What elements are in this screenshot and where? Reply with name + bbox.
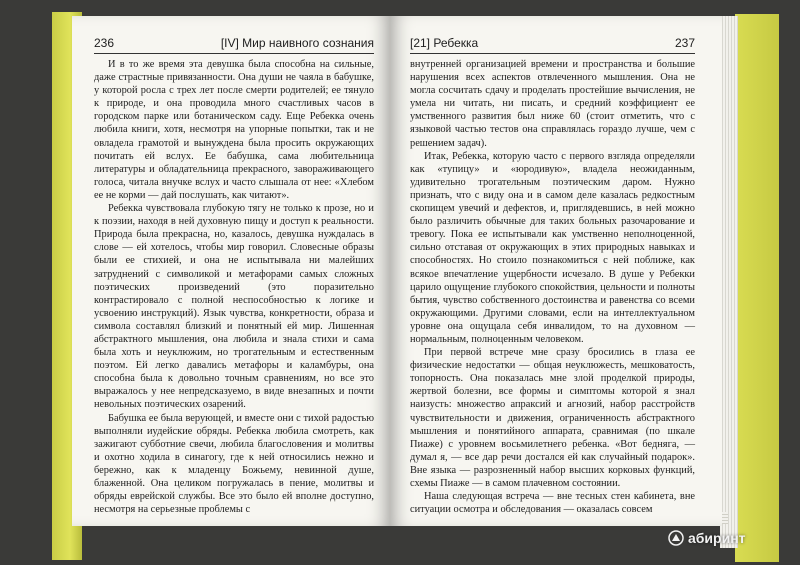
left-running-head: [IV] Мир наивного сознания xyxy=(220,36,374,50)
paragraph: Ребекка чувствовала глубокую тягу не только к прозе, но и к поэзии, находя в ней духовную пищу и доступ к реальности. Природа была прекрасна, но, казалось, девушка нуждалась в слове — ей хотелось, чтобы мир говорил. Словесные образы были ее стихией, и она не испытывала ни малейших затруднений с символикой и метафорами самых сложных поэтических произведений (это поразительно контрастировало с полной неспособностью к логике и усвоению инструкций). Язык чувства, конкретности, образа и символа составлял близкий и понятный ей мир. Лишенная абстрактного мышления, она любила и знала стихи и сама была хоть и неуклюжим, но трогательным и естественным поэтом. Ей легко давались метафоры и каламбуры, она способна была к довольно точным сравнениям, но все это выражалось у нее непредсказуемо, в виде внезапных и почти невольных поэтических озарений. xyxy=(94,203,374,411)
paragraph: Итак, Ребекка, которую часто с первого взгляда определяли как «тупицу» и «юродивую», владела неожиданным, удивительно трогательным поэтическим даром. Нужно признать, что с виду она и в самом деле казалась редкостным скопищем увечий и дефектов, и, приглядевшись, в ней можно было различить обычные для таких больных разочарование и тревогу. Пока ее испытывали как умственно неполноценной, сильно отставая от окружающих в этих природных навыках и способностях. Но стоило познакомиться с ней поближе, как всякое впечатление ущербности исчезало. В душе у Ребекки царило ощущение глубокого спокойствия, цельности и полноты бытия, чувство собственного достоинства и равенства со всеми окружающими. Другими словами, если на интеллектуальном уровне она ощущала себя инвалидом, то на духовном — нормальным, полноценным человеком. xyxy=(410,150,695,345)
right-page-body xyxy=(410,58,695,516)
left-page xyxy=(72,16,390,526)
page-edges-right xyxy=(720,16,738,548)
watermark-text: абиринт xyxy=(688,530,746,546)
paragraph: внутренней организацией времени и пространства и большие нарушения всех аспектов отвлеченного мышления. Она не могла сосчитать сдачу и проделать простейшие вычисления, не умела ни читать, ни писать, и средний коэффициент ее умственного развития был ниже 60 (стоит отметить, что с языковой частью тестов она справлялась гораздо лучше, чем с решением задач). xyxy=(410,59,695,149)
right-page-header xyxy=(410,36,695,54)
labirint-logo-icon xyxy=(668,530,684,546)
left-page-body xyxy=(94,58,374,516)
left-page-number: 236 xyxy=(94,36,115,50)
right-page-number: 237 xyxy=(674,36,695,50)
left-page-header xyxy=(94,36,374,54)
paragraph: Наша следующая встреча — вне тесных стен кабинета, вне ситуации осмотра и обследования — оказалась совсем xyxy=(410,491,695,516)
watermark xyxy=(668,530,746,546)
right-page xyxy=(390,16,722,526)
paragraph: И в то же время эта девушка была способна на сильные, даже страстные привязанности. Она души не чаяла в бабушке, у которой росла с трех лет после смерти родителей; ее тянуло к природе, и она проводила много счастливых часов в городском парке или ботаническом саду. Еще Ребекка очень любила книги, хотя, несмотря на упорные попытки, так и не овладела грамотой и вынуждена была просить окружающих почитать ей вслух. Ее бабушка, сама любительница литературы и обладательница прекрасного, завораживающего голоса, читала внучке вслух и часто слышала от нее: «Хлебом ее не корми — дай послушать, как читают». xyxy=(94,59,374,201)
paragraph: Бабушка ее была верующей, и вместе они с тихой радостью выполняли иудейские обряды. Ребекка любила смотреть, как зажигают субботние свечи, любила благословения и молитвы и охотно ходила в синагогу, где к ней относились нежно и бережно, как к младенцу Божьему, невинной душе, блаженной. Она целиком погружалась в пение, молитвы и обряды еврейской службы. Все это было ей вполне доступно, несмотря на серьезные проблемы с xyxy=(94,412,374,516)
book-cover-right xyxy=(735,14,779,562)
right-running-head: [21] Ребекка xyxy=(410,36,479,50)
paragraph: При первой встрече мне сразу бросились в глаза ее физические недостатки — общая неуклюжесть, мешковатость, топорность. Она показалась мне злой проделкой природы, жертвой болезни, все формы и симптомы которой я знал наизусть: множество апраксий и агнозий, набор расстройств чувствительности и движения, ограниченность абстрактного мышления и понятийного аппарата, сравнимая (по шкале Пиаже) с уровнем восьмилетнего ребенка. «Вот бедняга, — думал я, — все дар речи достался ей как случайный подарок». Вне языка — разрозненный набор высших корковых функций, схемы Пиаже — в самом плачевном состоянии. xyxy=(410,347,695,489)
